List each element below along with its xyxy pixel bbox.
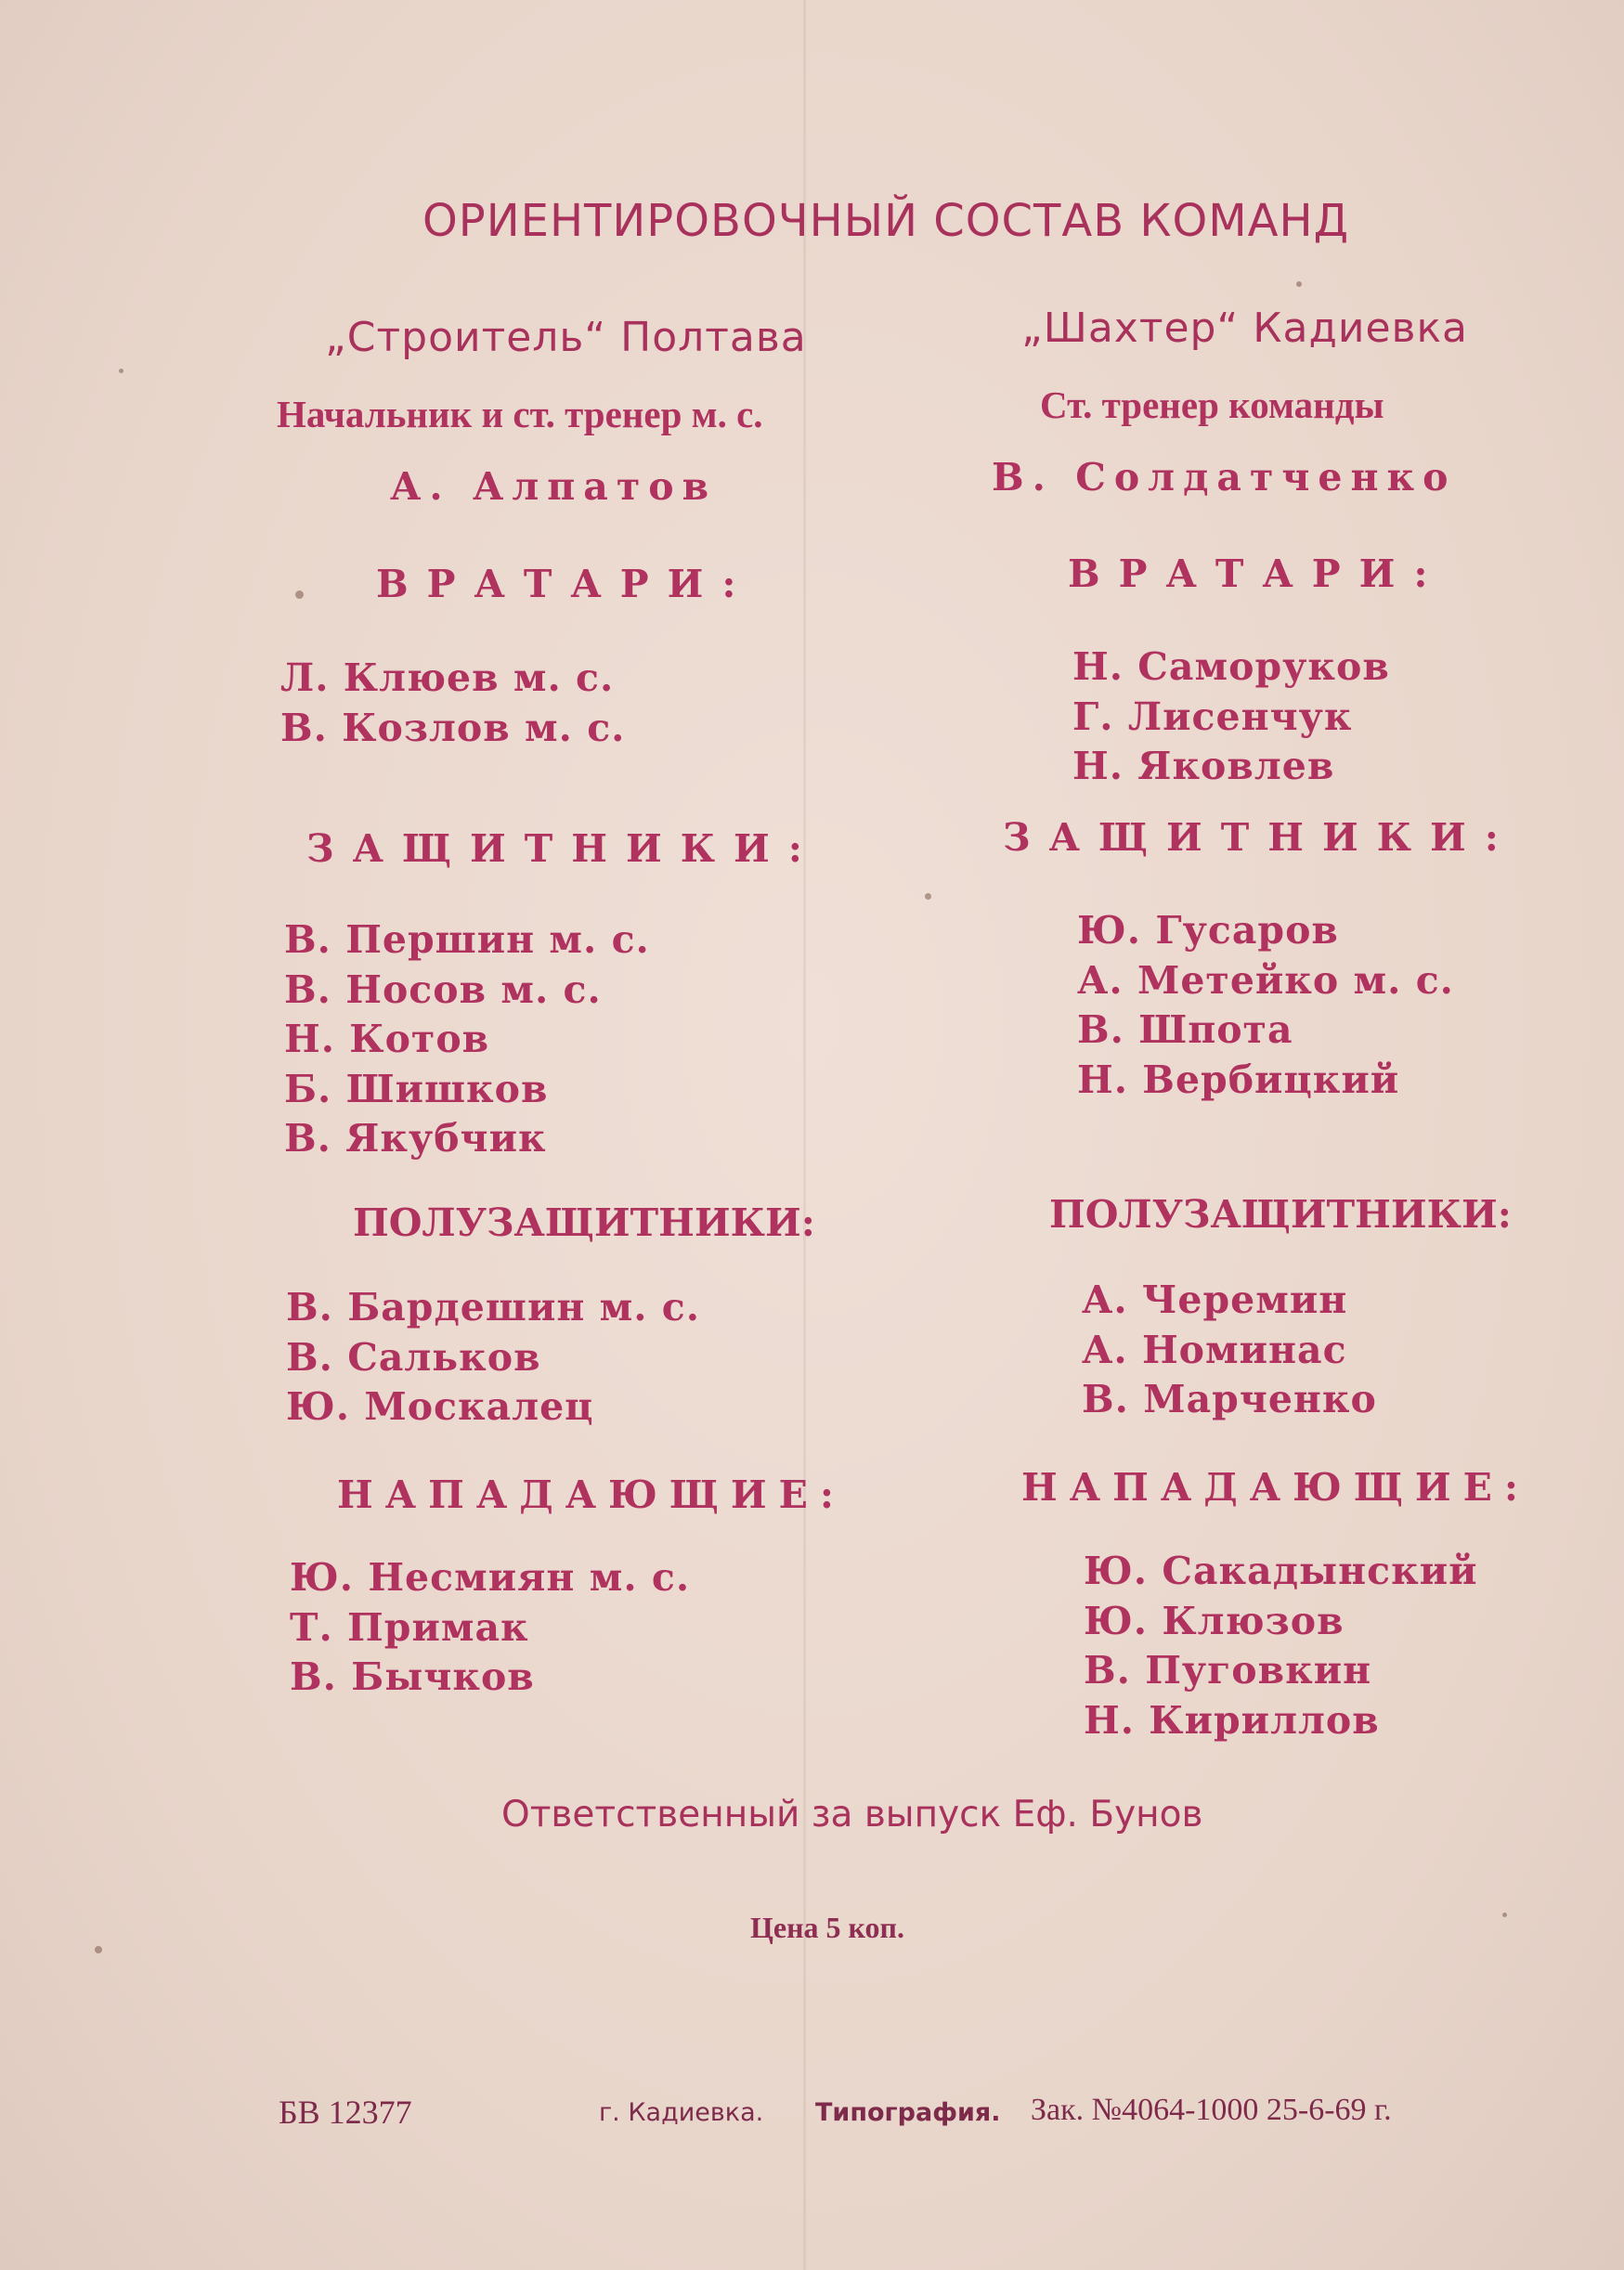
player-item: Н. Кириллов — [1084, 1697, 1380, 1743]
left-coach-role: Начальник и ст. тренер м. с. — [277, 393, 763, 435]
right-goalkeepers-list — [1072, 642, 1390, 792]
left-forwards-heading: НАПАДАЮЩИЕ: — [337, 1472, 846, 1517]
imprint-place: г. Кадиевка. — [599, 2098, 764, 2127]
player-item: Ю. Москалец — [286, 1384, 594, 1429]
paper-speck — [95, 1946, 102, 1953]
player-item: Т. Примак — [290, 1604, 529, 1650]
player-item: Г. Лисенчук — [1072, 694, 1353, 739]
player-item: В. Пуговкин — [1084, 1648, 1372, 1693]
player-item: В. Бардешин м. с. — [286, 1285, 701, 1330]
player-item: А. Метейко м. с. — [1077, 957, 1454, 1003]
right-forwards-list — [1084, 1547, 1478, 1745]
paper-speck — [1296, 281, 1302, 287]
paper-speck — [119, 369, 123, 373]
right-midfielders-heading: ПОЛУЗАЩИТНИКИ: — [1049, 1192, 1512, 1237]
right-forwards-heading: НАПАДАЮЩИЕ: — [1021, 1465, 1530, 1510]
right-coach-role: Ст. тренер команды — [1040, 383, 1384, 426]
player-item: Б. Шишков — [284, 1066, 549, 1111]
imprint-code: БВ 12377 — [279, 2094, 412, 2131]
player-item: Ю. Несмиян м. с. — [290, 1555, 691, 1600]
player-item: В. Сальков — [286, 1334, 541, 1380]
responsible-note: Ответственный за выпуск Еф. Бунов — [501, 1794, 1203, 1835]
left-midfielders-list — [286, 1283, 700, 1433]
player-item: В. Якубчик — [284, 1116, 547, 1161]
player-item: Ю. Сакадынский — [1084, 1549, 1478, 1593]
right-team-name: „Шахтер“ Кадиевка — [1021, 305, 1469, 352]
player-item: Л. Клюев м. с. — [280, 655, 615, 700]
paper-speck — [295, 590, 304, 599]
page-title: ОРИЕНТИРОВОЧНЫЙ СОСТАВ КОМАНД — [422, 195, 1350, 247]
left-goalkeepers-list — [280, 654, 625, 753]
left-coach-name: А. Алпатов — [390, 464, 718, 509]
player-item: А. Черемин — [1082, 1278, 1348, 1322]
right-midfielders-list — [1082, 1276, 1377, 1425]
imprint-printer: Типография. — [815, 2098, 1001, 2127]
right-defenders-list — [1077, 906, 1454, 1105]
player-item: Ю. Гусаров — [1077, 908, 1339, 953]
right-defenders-heading: ЗАЩИТНИКИ: — [1003, 815, 1517, 860]
right-coach-name: В. Солдатченко — [992, 455, 1457, 499]
player-item: Н. Котов — [284, 1017, 490, 1061]
left-midfielders-heading: ПОЛУЗАЩИТНИКИ: — [353, 1200, 815, 1245]
player-item: В. Шпота — [1077, 1007, 1293, 1052]
player-item: Ю. Клюзов — [1084, 1598, 1345, 1643]
paper-speck — [925, 893, 931, 900]
player-item: А. Номинас — [1082, 1327, 1347, 1372]
paper-speck — [1502, 1913, 1507, 1917]
player-item: Н. Вербицкий — [1077, 1057, 1400, 1102]
right-goalkeepers-heading: ВРАТАРИ: — [1068, 551, 1447, 596]
price-label: Цена 5 коп. — [750, 1911, 904, 1944]
player-item: В. Марченко — [1082, 1377, 1377, 1421]
player-item: В. Бычков — [290, 1654, 535, 1699]
player-item: В. Носов м. с. — [284, 966, 602, 1012]
left-defenders-list — [284, 915, 650, 1164]
left-forwards-list — [290, 1553, 690, 1703]
player-item: В. Козлов м. с. — [280, 705, 626, 750]
player-item: Н. Яковлев — [1072, 744, 1335, 788]
player-item: Н. Саморуков — [1072, 644, 1390, 689]
left-defenders-heading: ЗАЩИТНИКИ: — [306, 826, 821, 871]
left-goalkeepers-heading: ВРАТАРИ: — [376, 562, 755, 606]
imprint-order: Зак. №4064-1000 25-6-69 г. — [1031, 2093, 1392, 2127]
left-team-name: „Строитель“ Полтава — [325, 314, 807, 361]
player-item: В. Першин м. с. — [284, 917, 650, 962]
